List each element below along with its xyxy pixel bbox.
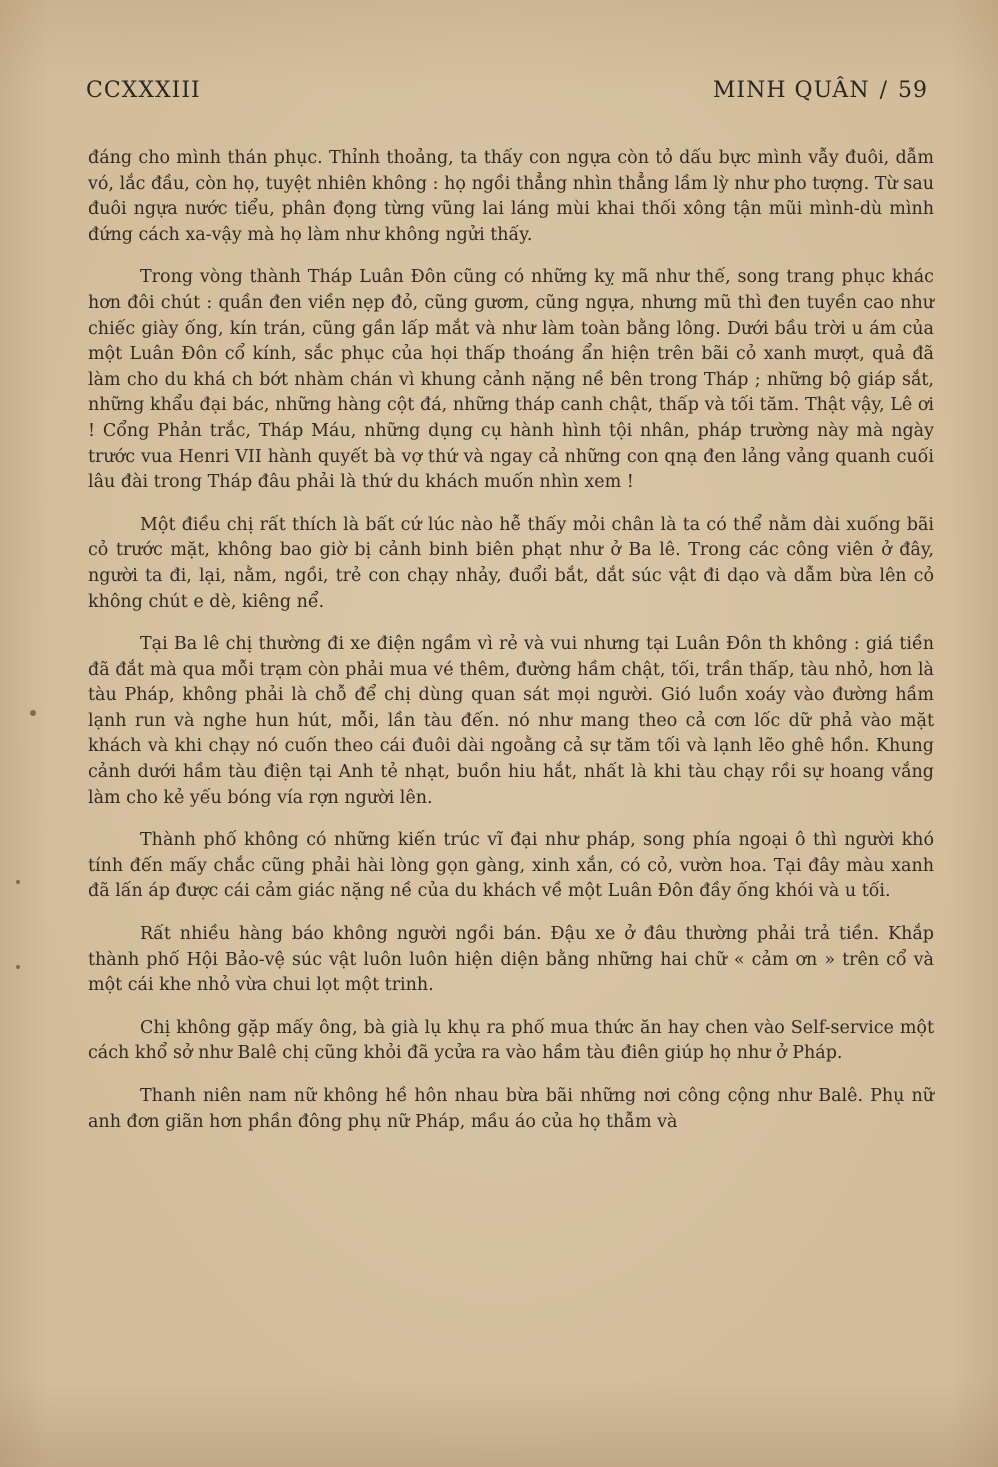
chapter-number: CCXXXIII [86,78,201,103]
paragraph-6: Rất nhiều hàng báo không người ngồi bán. Đậu xe ở đâu thường phải trả tiền. Khắp thành phố Hội Bảo-vệ súc vật luôn luôn hiện diện bằng những hai chữ « cảm ơn » trên cổ và một cái khe nhỏ vừa chui lọt một trinh. [88,924,934,996]
header-separator: / [879,78,888,103]
margin-speck [30,710,36,716]
margin-speck [16,965,20,969]
body-text [88,146,934,1152]
paragraph-4: Tại Ba lê chị thường đi xe điện ngầm vì rẻ và vui nhưng tại Luân Đôn th không : giá tiền đã đắt mà qua mỗi trạm còn phải mua vé thêm, đường hầm chật, tối, trần thấp, tàu nhỏ, hơn là tàu Pháp, không phải là chỗ để chị dùng quan sát mọi người. Gió luồn xoáy vào đường hầm lạnh run và nghe hun hút, mỗi, lần tàu đến. nó như mang theo cả cơn lốc dữ phả vào mặt khách và khi chạy nó cuốn theo cái đuôi dài ngoằng cả sự tăm tối và lạnh lẽo ghê hồn. Khung cảnh dưới hầm tàu điện tại Anh tẻ nhạt, buồn hiu hắt, nhất là khi tàu chạy rồi sự hoang vắng làm cho kẻ yếu bóng vía rợn người lên. [88,634,934,808]
paragraph-3: Một điều chị rất thích là bất cứ lúc nào hễ thấy mỏi chân là ta có thể nằm dài xuống bãi cỏ trước mặt, không bao giờ bị cảnh binh biên phạt như ở Ba lê. Trong các công viên ở đây, người ta đi, lại, nằm, ngồi, trẻ con chạy nhảy, đuổi bắt, dắt súc vật đi dạo và dẫm bừa lên cỏ không chút e dè, kiêng nể. [88,514,934,612]
paragraph-7: Chị không gặp mấy ông, bà già lụ khụ ra phố mua thức ăn hay chen vào Self-service một cách khổ sở như Balê chị cũng khỏi đã ycửa ra vào hầm tàu điên giúp họ như ở Pháp. [88,1017,934,1064]
margin-speck [16,880,20,884]
page-header [86,78,928,110]
page-number: 59 [898,78,928,103]
paragraph-2: Trong vòng thành Tháp Luân Đôn cũng có những kỵ mã như thế, song trang phục khác hơn đôi chút : quần đen viền nẹp đỏ, cũng gươm, cũng ngựa, nhưng mũ thì đen tuyền cao như chiếc giày ống, kín trán, cũng gần lấp mắt và như làm toàn bằng lông. Dưới bầu trời u ám của một Luân Đôn cổ kính, sắc phục của họi thấp thoáng ẩn hiện trên bãi cỏ xanh mượt, quả đã làm cho du khá ch bớt nhàm chán vì khung cảnh nặng nề bên trong Tháp ; những bộ giáp sắt, những khẩu đại bác, những hàng cột đá, những tháp canh chật, thấp và tối tăm. Thật vậy, Lê ơi ! Cổng Phản trắc, Tháp Máu, những dụng cụ hành hình tội nhân, pháp trường này mà ngày trước vua Henri VII hành quyết bà vợ thứ và ngay cả những con qnạ đen lảng vảng quanh cuối lâu đài trong Tháp đâu phải là thứ du khách muốn nhìn xem ! [88,267,934,493]
paragraph-1: đáng cho mình thán phục. Thỉnh thoảng, ta thấy con ngựa còn tỏ dấu bực mình vẫy đuôi, dẫm vó, lắc đầu, còn họ, tuyệt nhiên không : họ ngồi thẳng nhìn thẳng lầm lỳ như pho tượng. Từ sau đuôi ngựa nước tiểu, phân đọng từng vũng lai láng mùi khai thối xông tận mũi mình-dù mình đứng cách xa-vậy mà họ làm như không ngửi thấy. [88,148,934,245]
paragraph-5: Thành phố không có những kiến trúc vĩ đại như pháp, song phía ngoại ô thì người khó tính đến mấy chắc cũng phải hài lòng gọn gàng, xinh xắn, có cỏ, vườn hoa. Tại đây màu xanh đã lấn áp được cái cảm giác nặng nề của du khách về một Luân Đôn đầy ống khói và u tối. [88,830,934,902]
paragraph-8: Thanh niên nam nữ không hề hôn nhau bừa bãi những nơi công cộng như Balê. Phụ nữ anh đơn giãn hơn phần đông phụ nữ Pháp, mầu áo của họ thẫm và [88,1086,934,1132]
running-title: MINH QUÂN [712,78,870,103]
running-title-group [713,78,928,103]
